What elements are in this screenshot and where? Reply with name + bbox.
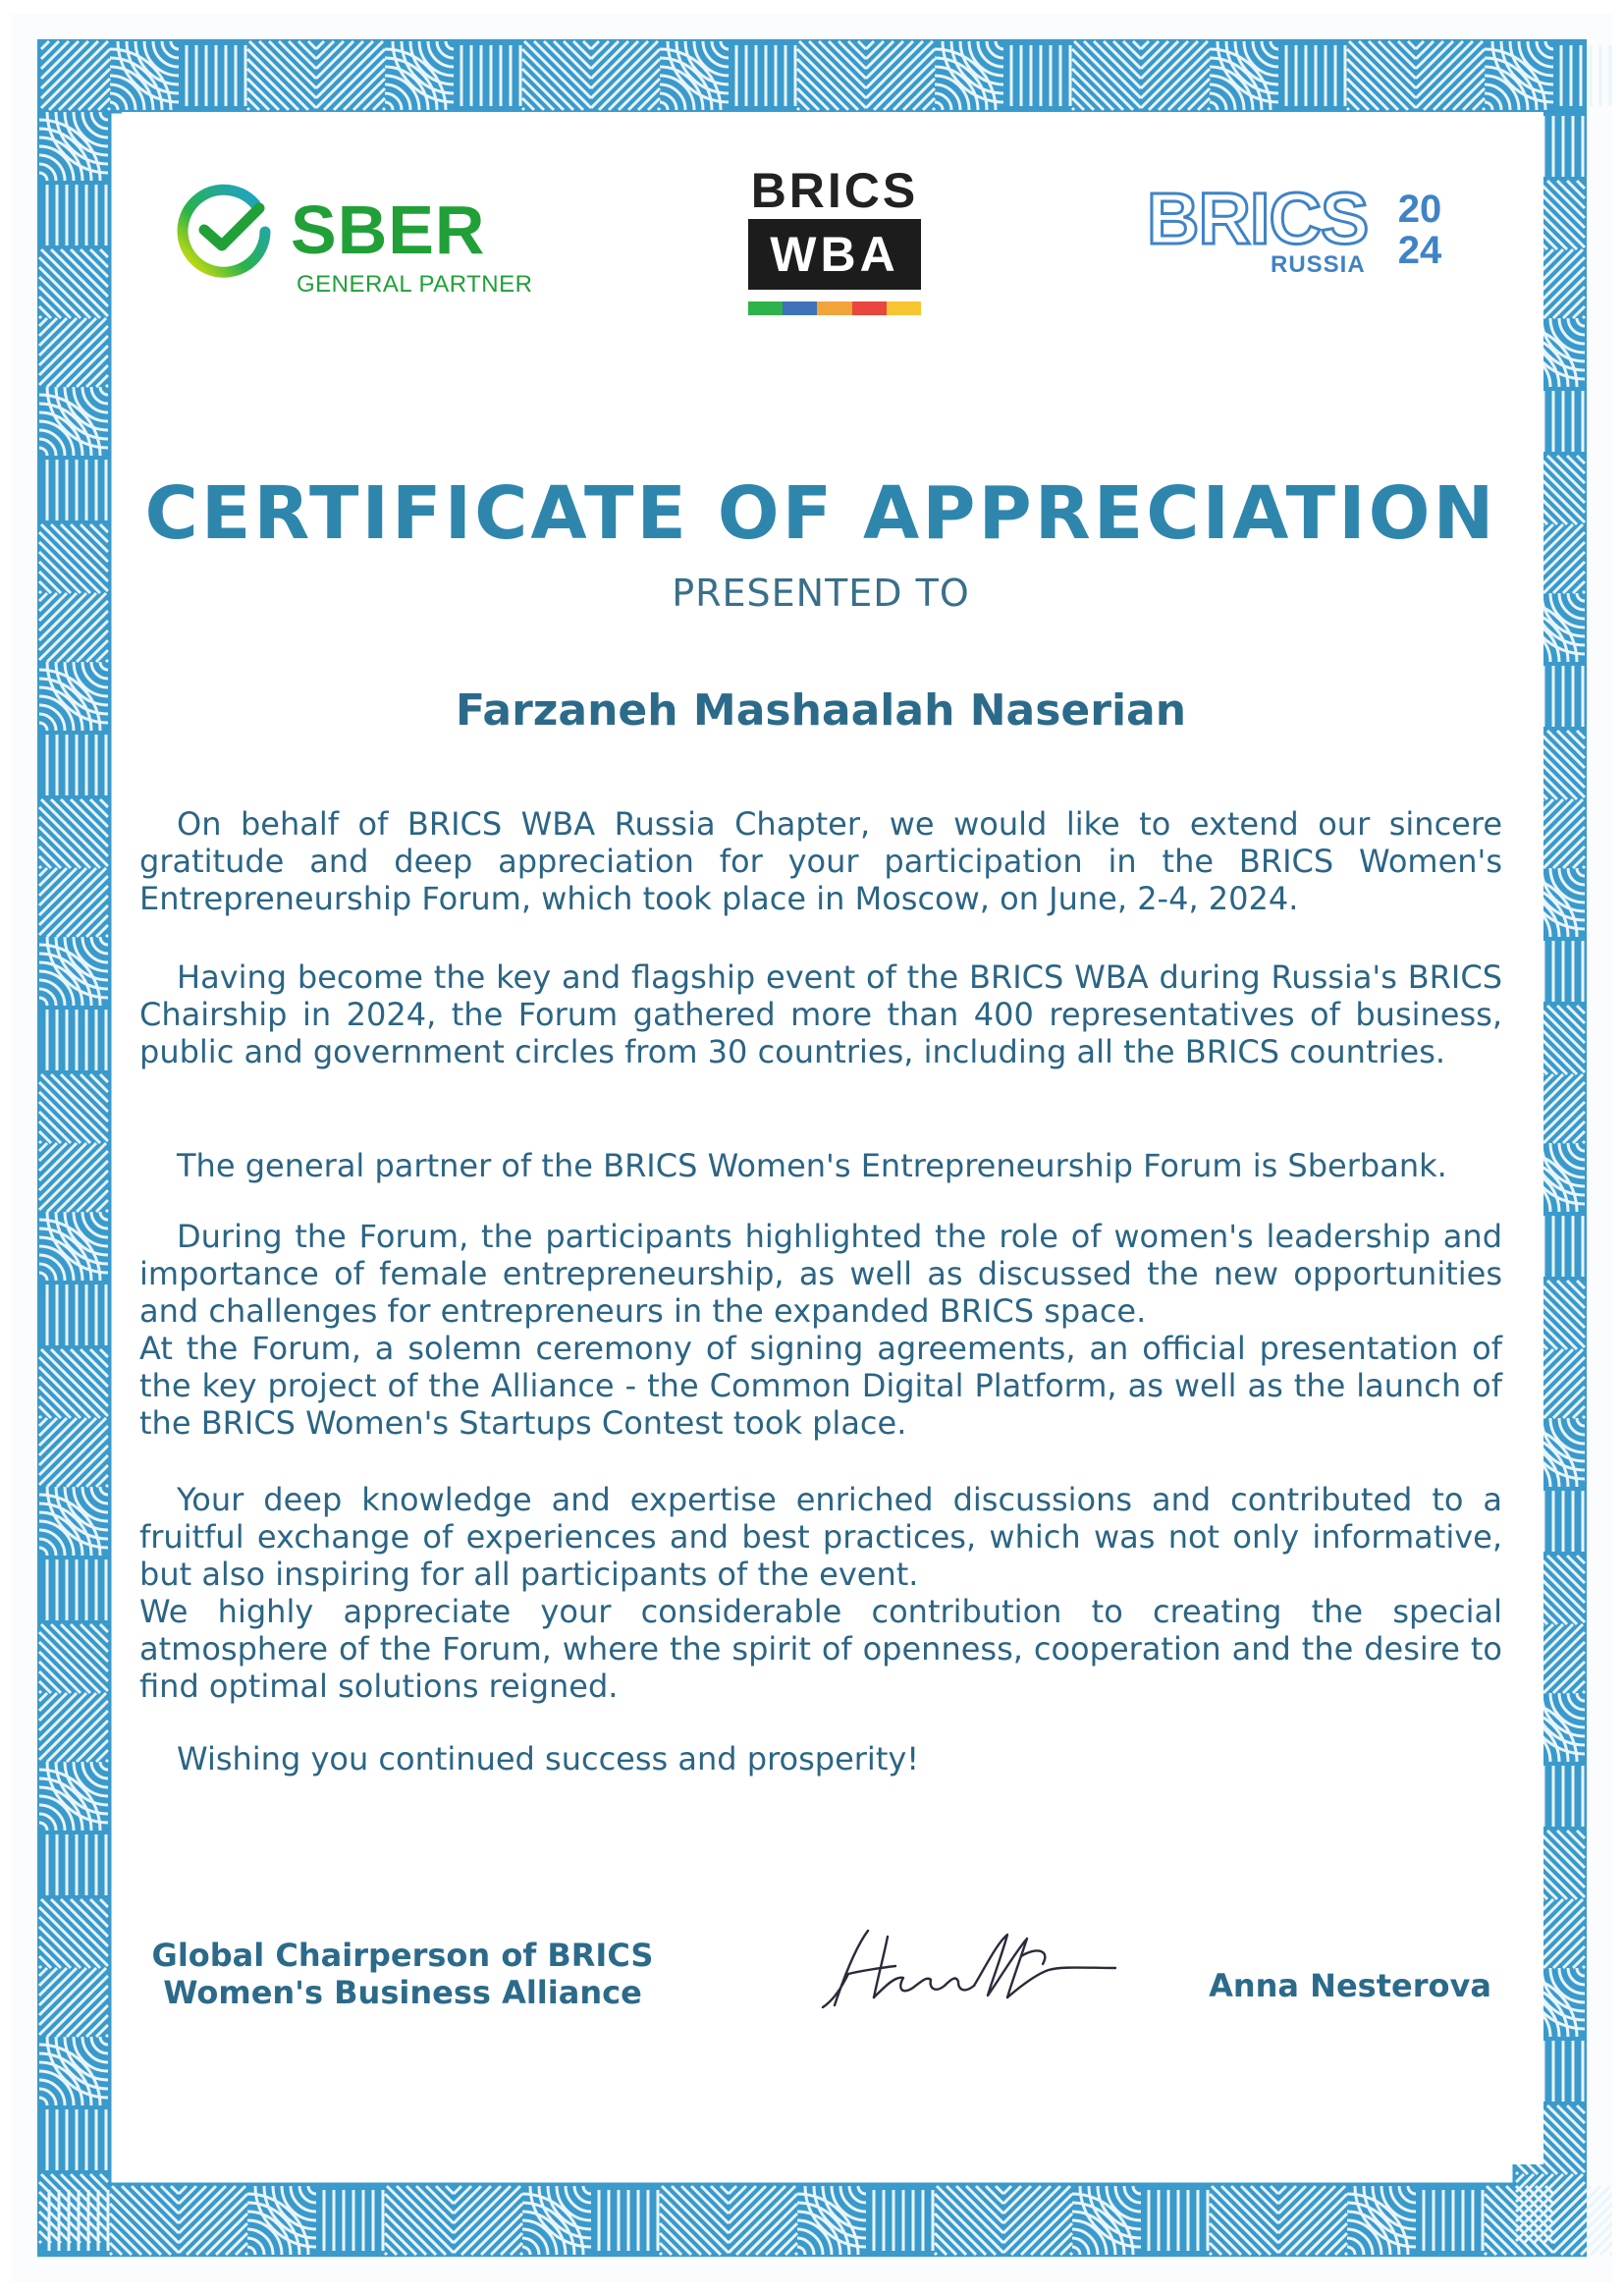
checkmark-circle-icon (175, 183, 273, 281)
signatory-title-line-2: Women's Business Alliance (163, 1974, 642, 2011)
paragraph-text: At the Forum, a solemn ceremony of signing agreements, an official presentation of the key project of the Alliance - the Common Digital Platform, as well as the launch of the BRICS Women's Startups Contest took place. (139, 1330, 1502, 1442)
sber-logo (175, 177, 587, 304)
paragraph-text: On behalf of BRICS WBA Russia Chapter, we would like to extend our sincere gratitude and deep appreciation for your participation in the BRICS Women's Entrepreneurship Forum, which took place in Moscow, on June, 2-4, 2024. (139, 805, 1502, 917)
signatory-title-line-1: Global Chairperson of BRICS (151, 1937, 654, 1974)
sber-subtitle: GENERAL PARTNER (297, 271, 533, 298)
wba-logo-box: WBA (748, 219, 921, 290)
paragraph-text: Having become the key and flagship event of the BRICS WBA during Russia's BRICS Chairship in 2024, the Forum gathered more than 400 representatives of business, public and government circles from 30 countries, including all the BRICS countries. (139, 958, 1502, 1070)
paragraph-text: Wishing you continued success and prosperity! (177, 1740, 920, 1777)
brics-2024-year-top: 20 (1397, 188, 1442, 231)
brics-wba-logo (744, 162, 925, 329)
wba-stripe (852, 301, 887, 315)
body-paragraph-6 (139, 1740, 1502, 1777)
wba-logo-top: BRICS (750, 163, 919, 218)
body-paragraph-5 (139, 1481, 1502, 1705)
brics-2024-wordmark: BRICS (1147, 178, 1369, 259)
signatory-name: Anna Nesterova (1209, 1967, 1491, 2004)
signatory-title (147, 1937, 658, 2011)
paragraph-text: During the Forum, the participants highlighted the role of women's leadership and importance of female entrepreneurship, as well as discussed the new opportunities and challenges for entrepreneurs in the expanded BRICS space. (139, 1218, 1502, 1330)
paragraph-text: We highly appreciate your considerable contribution to creating the special atmosphere of the Forum, where the spirit of openness, cooperation and the desire to find optimal solutions reigned. (139, 1593, 1502, 1705)
paragraph-text: The general partner of the BRICS Women's Entrepreneurship Forum is Sberbank. (177, 1147, 1447, 1184)
wba-stripe (748, 301, 783, 315)
handwritten-signature (805, 1917, 1119, 2025)
sber-wordmark: SBER (291, 191, 486, 268)
wba-stripe (817, 301, 851, 315)
wba-stripe (887, 301, 921, 315)
brics-2024-country: RUSSIA (1271, 251, 1366, 278)
brics-2024-year-bottom: 24 (1397, 229, 1442, 272)
presented-to-label: PRESENTED TO (672, 572, 970, 615)
recipient-name: Farzaneh Mashaalah Naserian (455, 685, 1187, 736)
wba-stripe (783, 301, 817, 315)
body-paragraph-1 (139, 805, 1502, 917)
paragraph-text: Your deep knowledge and expertise enriched discussions and contributed to a fruitful exchange of experiences and best practices, which was not only informative, but also inspiring for all participants of the event. (139, 1481, 1502, 1593)
certificate-title: CERTIFICATE OF APPRECIATION (144, 471, 1497, 556)
body-paragraph-2 (139, 958, 1502, 1070)
certificate-body-area (122, 112, 1543, 2164)
brics-2024-logo (1147, 177, 1481, 285)
brics-2024-year (1390, 189, 1449, 271)
body-paragraph-3 (139, 1147, 1502, 1184)
wba-color-stripes (748, 301, 921, 315)
body-paragraph-4 (139, 1218, 1502, 1442)
